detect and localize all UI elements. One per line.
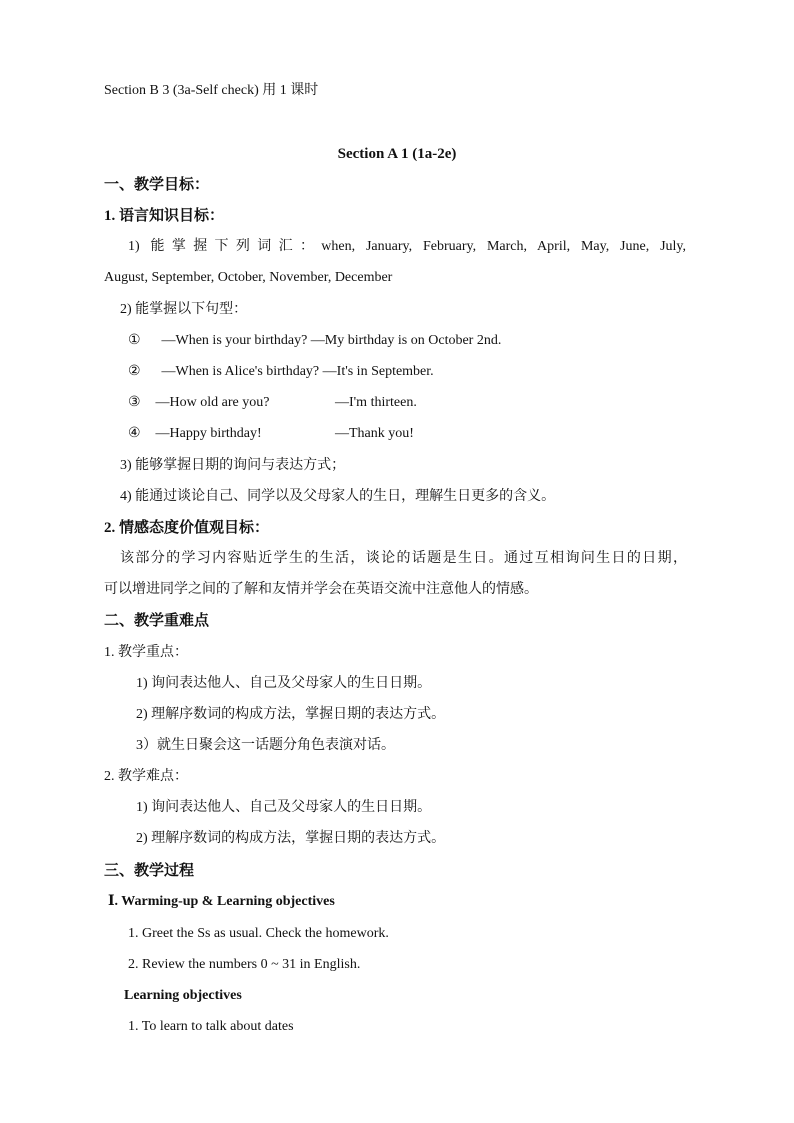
- key-points-label: 1. 教学重点：: [104, 645, 188, 660]
- sentences-label: 2) 能掌握以下句型：: [120, 302, 248, 317]
- key-point-item: 2) 理解序数词的构成方法，掌握日期的表达方式。: [136, 707, 446, 722]
- key-point-item: 3）就生日聚会这一话题分角色表演对话。: [136, 738, 395, 753]
- emotion-line-1: 该部分的学习内容贴近学生的生活，谈论的话题是生日。通过互相询问生日的日期，: [120, 551, 687, 566]
- heading-language-goals: 1. 语言知识目标：: [104, 208, 225, 224]
- learning-objectives-label: Learning objectives: [124, 988, 242, 1003]
- dialog-number: ③: [128, 395, 141, 410]
- dialog-item: [128, 331, 501, 351]
- dialog-answer: —Thank you!: [335, 426, 414, 441]
- goal-item-4: 4) 能通过谈论自己、同学以及父母家人的生日，理解生日更多的含义。: [120, 489, 556, 504]
- vocab-line-2: August, September, October, November, December: [104, 270, 393, 285]
- vocab-line-1: 1) 能掌握下列词汇：when, January, February, March, April, May, June, July,: [128, 239, 686, 254]
- difficult-points-label: 2. 教学难点：: [104, 769, 188, 784]
- step-1-item: 1. Greet the Ss as usual. Check the homework.: [128, 926, 389, 941]
- header-note: Section B 3 (3a-Self check) 用 1 课时: [104, 83, 319, 98]
- goal-item-3: 3) 能够掌握日期的询问与表达方式；: [120, 458, 346, 473]
- difficult-point-item: 2) 理解序数词的构成方法，掌握日期的表达方式。: [136, 831, 446, 846]
- dialog-item: [128, 424, 414, 444]
- step-1-title: Ⅰ. Warming-up & Learning objectives: [108, 894, 335, 909]
- dialog-number: ④: [128, 426, 141, 441]
- dialog-question: —When is Alice's birthday? —It's in September.: [161, 364, 434, 379]
- dialog-question: —Happy birthday!: [155, 426, 262, 441]
- dialog-answer: —I'm thirteen.: [335, 395, 417, 410]
- dialog-question: —How old are you?: [155, 395, 270, 410]
- dialog-number: ①: [128, 333, 141, 348]
- emotion-line-2: 可以增进同学之间的了解和友情并学会在英语交流中注意他人的情感。: [104, 582, 538, 597]
- heading-emotional-goals: 2. 情感态度价值观目标：: [104, 520, 270, 536]
- section-title: Section A 1 (1a-2e): [337, 146, 457, 162]
- heading-teaching-goals: 一、教学目标：: [104, 177, 210, 193]
- dialog-item: [128, 393, 417, 413]
- heading-key-difficult-points: 二、教学重难点: [104, 613, 210, 629]
- learning-objective-item: 1. To learn to talk about dates: [128, 1019, 294, 1034]
- heading-teaching-process: 三、教学过程: [104, 863, 195, 879]
- difficult-point-item: 1) 询问表达他人、自己及父母家人的生日日期。: [136, 800, 432, 815]
- dialog-item: [128, 362, 434, 382]
- step-1-item: 2. Review the numbers 0 ~ 31 in English.: [128, 957, 361, 972]
- key-point-item: 1) 询问表达他人、自己及父母家人的生日日期。: [136, 676, 432, 691]
- dialog-number: ②: [128, 364, 141, 379]
- dialog-question: —When is your birthday? —My birthday is on October 2nd.: [161, 333, 502, 348]
